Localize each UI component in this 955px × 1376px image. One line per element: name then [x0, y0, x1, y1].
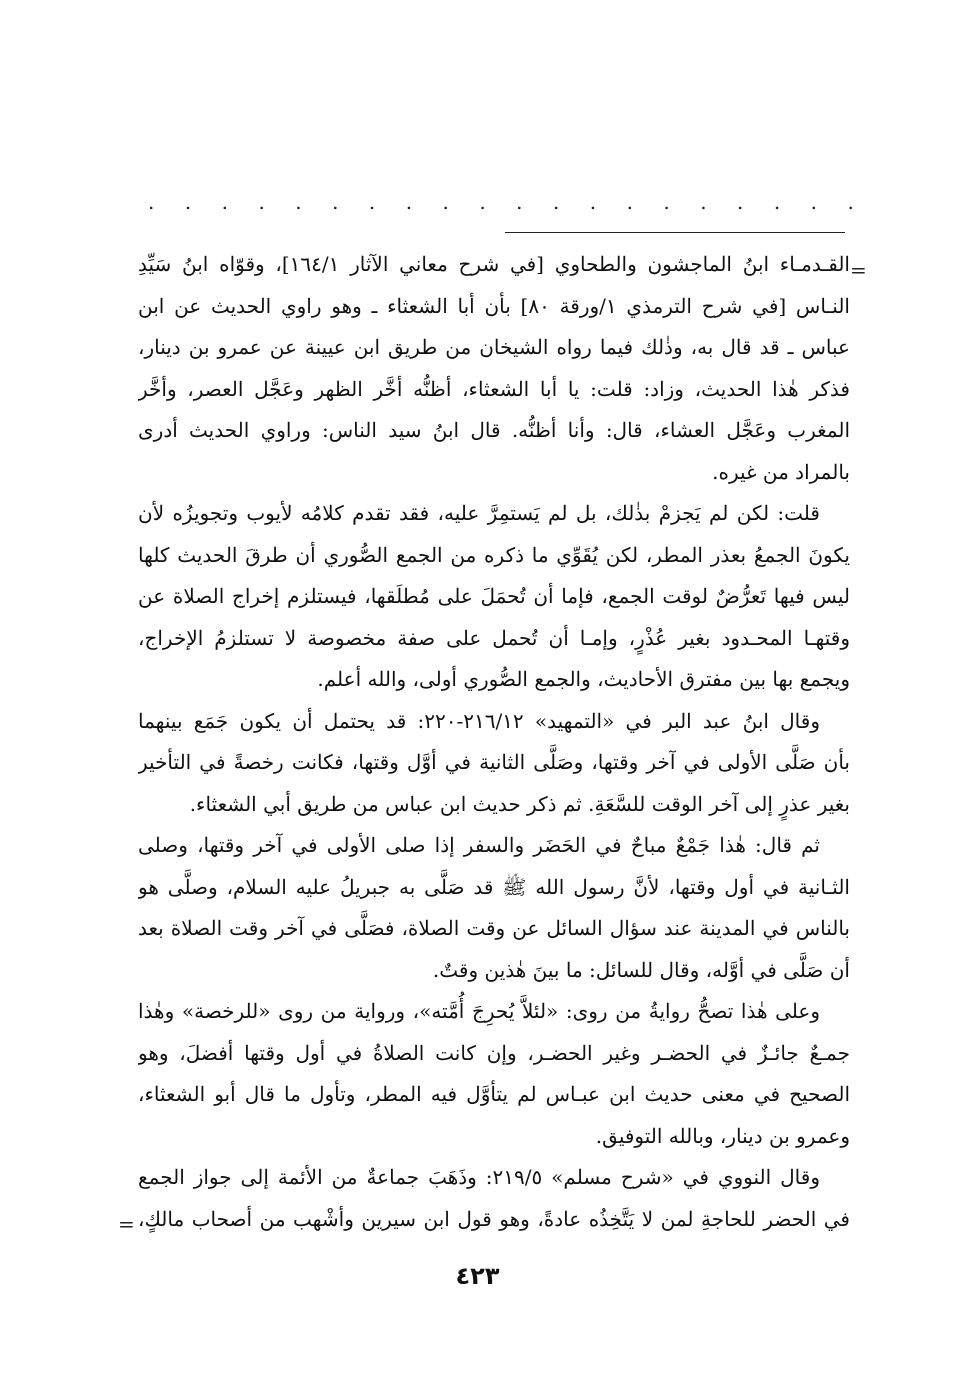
dot: .: [516, 190, 523, 214]
text-line: أن صَلَّى في أوَّله، وقال للسائل: ما بينَ هٰذين وقتٌ.: [432, 957, 850, 982]
text-line: وقال النووي في «شرح مسلم» ٢١٩/٥: وذَهَبَ جماعةٌ من الأئمة إلى جواز الجمع: [138, 1165, 820, 1189]
dot: .: [626, 190, 633, 214]
dot: .: [663, 190, 670, 214]
dot: .: [148, 190, 155, 214]
text-line: المغرب وعَجَّل العشاء، قال: وأنا أظنُّه. قال ابنُ سيد الناس: وراوي الحديث أدرى: [138, 418, 850, 442]
text-line: ثم قال: هٰذا جَمْعٌ مباحٌ في الحَضَر والسفر إذا صلى الأولى في آخر وقتها، وصلى: [138, 833, 820, 857]
text-line: فذكر هٰذا الحديث، وزاد: قلت: يا أبا الشعثاء، أظنُّه أخَّر الظهر وعَجَّل العصر، وأخَّر: [138, 376, 850, 401]
dot: .: [773, 190, 781, 214]
dot: .: [368, 190, 376, 214]
dot: .: [258, 190, 265, 214]
separator-dots: [148, 192, 854, 212]
dot: .: [847, 190, 854, 214]
text-line: بالناس في المدينة عند سؤال السائل عن وقت الصلاة، فصَلَّى في آخر وقت الصلاة بعد: [138, 916, 850, 940]
dot: .: [810, 190, 817, 214]
footnote-body: [138, 244, 850, 1240]
dot: .: [589, 190, 597, 214]
continuation-mark-bottom: =: [118, 1212, 135, 1236]
dot: .: [332, 190, 339, 214]
dot: .: [405, 190, 413, 214]
dot: .: [479, 190, 486, 214]
text-line: يكونَ الجمعُ بعذر المطر، لكن يُقَوِّي ما ذكره من الجمع الصُّوري أن طرقَ الحديث كلها: [138, 542, 850, 567]
text-line: بغير عذرٍ إلى آخر الوقت للسَّعَةِ. ثم ذكر حديث ابن عباس من طريق أبي الشعثاء.: [189, 791, 850, 816]
footnote-separator-rule: [505, 232, 845, 233]
dot: .: [442, 190, 449, 214]
text-line: وقتهـا المحـدود بغير عُذْرٍ، وإمـا أن تُحمل على صفة مخصوصة لا تستلزمُ الإخراج،: [138, 625, 850, 650]
dot: .: [221, 190, 228, 214]
text-line: قلت: لكن لم يَجزمْ بذٰلك، بل لم يَستمِرَّ عليه، فقد تقدم كلامُه لأيوب وتجويزُه لأن: [138, 501, 820, 525]
text-line: جمـعٌ جائـزٌ في الحضـر وغير الحضـر، وإن كانت الصلاةُ في أول وقتها أفضلَ، وهو: [138, 1040, 850, 1065]
text-line: عباس ـ قد قال به، وذٰلك فيما رواه الشيخان من طريق ابن عيينة عن عمرو بن دينار،: [138, 335, 850, 359]
text-line: بأن صَلَّى الأولى في آخر وقتها، وصَلَّى الثانية في أوَّل وقتها، فكانت رخصةً في التأخير: [138, 750, 850, 774]
dot: .: [184, 190, 192, 214]
text-line: وقال ابنُ عبد البر في «التمهيد» ٢١٦/١٢-٢٢٠: قد يحتمل أن يكون جَمَع بينهما: [138, 708, 820, 733]
dot: .: [552, 190, 560, 214]
text-line: وعلى هٰذا تصحُّ روايةُ من روى: «لئلاَّ يُحرِجَ أُمَّته»، ورواية من روى «للرخصة» وهٰذا: [138, 999, 820, 1023]
text-line: وعمرو بن دينار، وبالله التوفيق.: [595, 1123, 850, 1148]
text-line: في الحضر للحاجةِ لمن لا يَتَّخِذُه عادةً، وهو قول ابن سيرين وأشْهب من أصحاب مالكٍ،: [138, 1206, 850, 1231]
text-line: النـاس [في شرح الترمذي ١/ورقة ٨٠] بأن أبا الشعثاء ـ وهو راوي الحديث عن ابن: [138, 293, 850, 318]
text-line: الصحيح في معنى حديث ابن عبـاس لم يتأوَّل فيه المطر، وتأول ما قال أبو الشعثاء،: [138, 1082, 850, 1106]
text-line: القـدمـاء ابنُ الماجشون والطحاوي [في شرح معاني الآثار ١٦٤/١]، وقوّاه ابنُ سَيِّدِ: [138, 252, 850, 276]
continuation-mark-top: =: [850, 258, 867, 282]
text-line: الثـانية في أول وقتها، لأنَّ رسول الله ﷺ قد صَلَّى به جبريلُ عليه السلام، وصلَّى هو: [138, 874, 850, 899]
text-line: ليس فيها تَعرُّضٌ لوقت الجمع، فإما أن تُحمَلَ على مُطلَقها، فيستلزم إخراج الصلاة عن: [138, 584, 850, 608]
text-line: ويجمع بها بين مفترق الأحاديث، والجمع الصُّوري أولى، والله أعلم.: [317, 667, 850, 691]
dot: .: [700, 190, 707, 214]
dot: .: [737, 190, 744, 214]
text-line: بالمراد من غيره.: [712, 459, 850, 484]
page-number: ٤٢٣: [455, 1262, 500, 1290]
dot: .: [295, 190, 302, 214]
